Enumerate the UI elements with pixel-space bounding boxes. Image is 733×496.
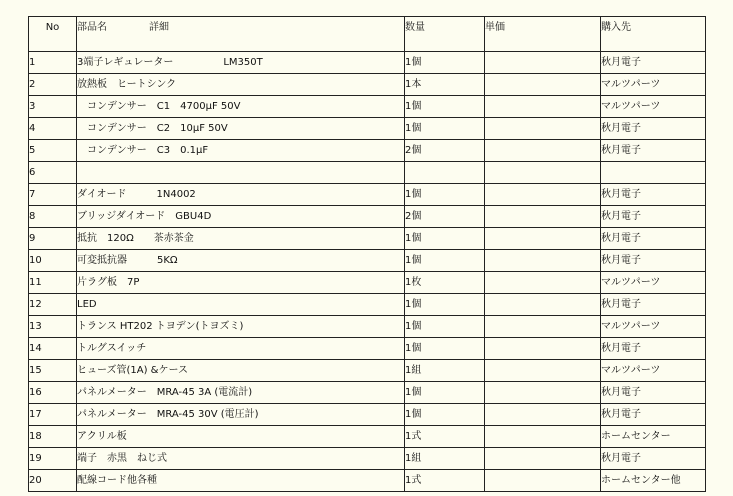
cell-vendor: ホームセンター <box>601 426 706 448</box>
cell-vendor: 秋月電子 <box>601 52 706 74</box>
cell-qty: 1式 <box>405 470 485 492</box>
table-row <box>29 360 706 382</box>
cell-vendor: 秋月電子 <box>601 184 706 206</box>
cell-part-name: トルグスイッチ <box>77 338 405 360</box>
cell-vendor: 秋月電子 <box>601 338 706 360</box>
cell-price <box>485 294 601 316</box>
cell-price <box>485 118 601 140</box>
table-row <box>29 382 706 404</box>
cell-vendor: 秋月電子 <box>601 294 706 316</box>
cell-price <box>485 404 601 426</box>
cell-vendor: 秋月電子 <box>601 140 706 162</box>
header-no: No <box>29 17 77 52</box>
cell-qty: 1個 <box>405 52 485 74</box>
cell-no: 9 <box>29 228 77 250</box>
table-row <box>29 74 706 96</box>
cell-price <box>485 272 601 294</box>
table-row <box>29 162 706 184</box>
cell-qty: 1個 <box>405 338 485 360</box>
cell-vendor: マルツパーツ <box>601 360 706 382</box>
cell-qty: 1個 <box>405 250 485 272</box>
cell-price <box>485 184 601 206</box>
parts-table <box>28 16 706 492</box>
table-row <box>29 206 706 228</box>
table-row <box>29 272 706 294</box>
table-row <box>29 338 706 360</box>
cell-no: 4 <box>29 118 77 140</box>
table-row <box>29 250 706 272</box>
cell-part-name: 片ラグ板 7P <box>77 272 405 294</box>
cell-no: 1 <box>29 52 77 74</box>
cell-vendor: 秋月電子 <box>601 206 706 228</box>
cell-no: 5 <box>29 140 77 162</box>
cell-no: 15 <box>29 360 77 382</box>
cell-qty: 1個 <box>405 96 485 118</box>
cell-part-name: 配線コード他各種 <box>77 470 405 492</box>
cell-no: 18 <box>29 426 77 448</box>
cell-qty: 1個 <box>405 382 485 404</box>
cell-no: 17 <box>29 404 77 426</box>
cell-price <box>485 74 601 96</box>
header-vendor: 購入先 <box>601 17 706 52</box>
table-row <box>29 140 706 162</box>
cell-price <box>485 470 601 492</box>
cell-part-name: 3端子レギュレーター LM350T <box>77 52 405 74</box>
cell-price <box>485 360 601 382</box>
cell-part-name: LED <box>77 294 405 316</box>
cell-part-name: コンデンサー C1 4700μF 50V <box>77 96 405 118</box>
cell-price <box>485 162 601 184</box>
table-row <box>29 404 706 426</box>
cell-vendor: ホームセンター他 <box>601 470 706 492</box>
cell-vendor: マルツパーツ <box>601 316 706 338</box>
cell-part-name: 放熱板 ヒートシンク <box>77 74 405 96</box>
cell-vendor: 秋月電子 <box>601 382 706 404</box>
cell-qty <box>405 162 485 184</box>
cell-part-name: アクリル板 <box>77 426 405 448</box>
cell-vendor: 秋月電子 <box>601 250 706 272</box>
cell-part-name: コンデンサー C2 10μF 50V <box>77 118 405 140</box>
header-name <box>77 17 405 52</box>
table-header-row <box>29 17 706 52</box>
cell-qty: 2個 <box>405 206 485 228</box>
cell-part-name: 可変抵抗器 5KΩ <box>77 250 405 272</box>
cell-vendor: マルツパーツ <box>601 272 706 294</box>
cell-vendor: マルツパーツ <box>601 96 706 118</box>
cell-vendor: 秋月電子 <box>601 118 706 140</box>
cell-price <box>485 316 601 338</box>
cell-no: 10 <box>29 250 77 272</box>
cell-price <box>485 140 601 162</box>
cell-qty: 1枚 <box>405 272 485 294</box>
cell-vendor: マルツパーツ <box>601 74 706 96</box>
cell-qty: 2個 <box>405 140 485 162</box>
cell-qty: 1式 <box>405 426 485 448</box>
cell-price <box>485 382 601 404</box>
cell-qty: 1組 <box>405 448 485 470</box>
cell-no: 11 <box>29 272 77 294</box>
cell-part-name: ブリッジダイオード GBU4D <box>77 206 405 228</box>
table-row <box>29 184 706 206</box>
cell-price <box>485 52 601 74</box>
cell-no: 7 <box>29 184 77 206</box>
cell-qty: 1個 <box>405 184 485 206</box>
cell-qty: 1本 <box>405 74 485 96</box>
cell-qty: 1個 <box>405 404 485 426</box>
table-row <box>29 448 706 470</box>
cell-price <box>485 96 601 118</box>
cell-no: 3 <box>29 96 77 118</box>
cell-no: 12 <box>29 294 77 316</box>
cell-part-name: 端子 赤黒 ねじ式 <box>77 448 405 470</box>
cell-vendor <box>601 162 706 184</box>
cell-part-name: トランス HT202 トヨデン(トヨズミ) <box>77 316 405 338</box>
table-row <box>29 118 706 140</box>
cell-vendor: 秋月電子 <box>601 228 706 250</box>
cell-qty: 1個 <box>405 118 485 140</box>
cell-part-name: 抵抗 120Ω 茶赤茶金 <box>77 228 405 250</box>
cell-no: 2 <box>29 74 77 96</box>
cell-part-name: パネルメーター MRA-45 30V (電圧計) <box>77 404 405 426</box>
cell-qty: 1個 <box>405 294 485 316</box>
table-row <box>29 316 706 338</box>
table-row <box>29 426 706 448</box>
cell-no: 13 <box>29 316 77 338</box>
header-detail: 詳細 <box>149 22 169 33</box>
cell-no: 16 <box>29 382 77 404</box>
table-row <box>29 52 706 74</box>
table-row <box>29 96 706 118</box>
table-row <box>29 470 706 492</box>
cell-price <box>485 426 601 448</box>
cell-no: 19 <box>29 448 77 470</box>
header-part-name: 部品名 <box>77 22 107 33</box>
cell-price <box>485 448 601 470</box>
cell-price <box>485 206 601 228</box>
header-price: 単価 <box>485 17 601 52</box>
cell-qty: 1個 <box>405 316 485 338</box>
table-row <box>29 294 706 316</box>
cell-part-name: ヒューズ管(1A) &ケース <box>77 360 405 382</box>
cell-part-name <box>77 162 405 184</box>
table-row <box>29 228 706 250</box>
cell-price <box>485 228 601 250</box>
cell-price <box>485 250 601 272</box>
cell-qty: 1組 <box>405 360 485 382</box>
cell-vendor: 秋月電子 <box>601 404 706 426</box>
cell-qty: 1個 <box>405 228 485 250</box>
cell-no: 6 <box>29 162 77 184</box>
cell-no: 8 <box>29 206 77 228</box>
cell-vendor: 秋月電子 <box>601 448 706 470</box>
cell-part-name: コンデンサー C3 0.1μF <box>77 140 405 162</box>
cell-no: 14 <box>29 338 77 360</box>
cell-no: 20 <box>29 470 77 492</box>
cell-part-name: パネルメーター MRA-45 3A (電流計) <box>77 382 405 404</box>
header-qty: 数量 <box>405 17 485 52</box>
cell-part-name: ダイオード 1N4002 <box>77 184 405 206</box>
cell-price <box>485 338 601 360</box>
